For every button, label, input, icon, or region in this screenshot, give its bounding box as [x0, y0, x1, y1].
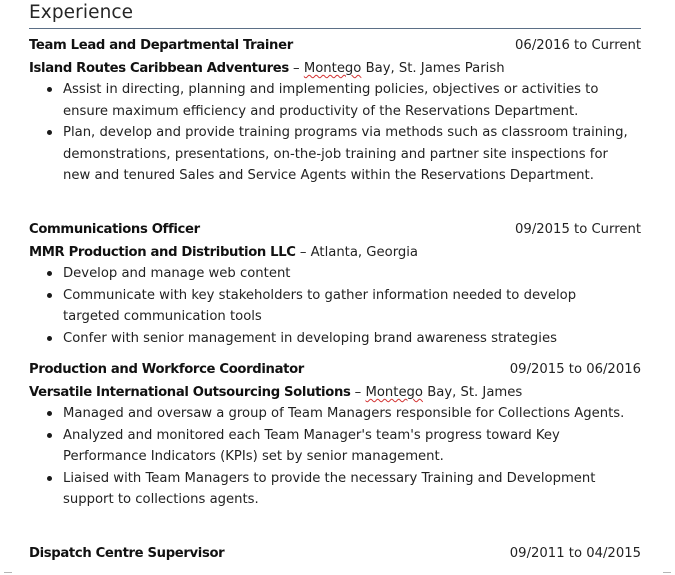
job-organization-line — [29, 58, 641, 79]
job-entry — [29, 546, 641, 567]
org-separator: – — [350, 385, 366, 400]
job-dates: 09/2011 to 04/2015 — [509, 546, 641, 561]
job-header — [29, 222, 641, 243]
section-divider — [29, 28, 641, 29]
page-margin-marker — [4, 572, 12, 573]
organization-location: Bay, St. James Parish — [361, 61, 505, 76]
organization-location: Bay, St. James — [423, 385, 523, 400]
duty-item: Liaised with Team Managers to provide the necessary Training and Development support to collections agents. — [29, 468, 641, 511]
job-title: Team Lead and Departmental Trainer — [29, 38, 293, 53]
job-organization-line — [29, 242, 641, 263]
job-title: Communications Officer — [29, 222, 200, 237]
job-header — [29, 38, 641, 59]
section-title: Experience — [29, 2, 134, 23]
duty-item: Assist in directing, planning and implementing policies, objectives or activities to ensure maximum efficiency and productivity of the Reservations Department. — [29, 79, 641, 122]
org-separator: – — [288, 61, 304, 76]
duty-item: Develop and manage web content — [29, 263, 641, 285]
job-title: Production and Workforce Coordinator — [29, 362, 304, 377]
job-dates: 06/2016 to Current — [515, 38, 641, 53]
job-organization-line — [29, 382, 641, 403]
organization-location: Atlanta, Georgia — [310, 245, 419, 260]
duty-item: Plan, develop and provide training programs via methods such as classroom training, demonstrations, presentations, on-the-job training and partner site inspections for new and tenured Sales and Service Agents within the Reservations Department. — [29, 122, 641, 187]
duty-item: Communicate with key stakeholders to gather information needed to develop targeted communication tools — [29, 285, 641, 328]
job-header — [29, 546, 641, 567]
job-entry — [29, 38, 641, 187]
job-header — [29, 362, 641, 383]
job-entry — [29, 222, 641, 349]
organization-name: MMR Production and Distribution LLC — [29, 245, 296, 260]
duty-item: Managed and oversaw a group of Team Managers responsible for Collections Agents. — [29, 403, 641, 425]
duty-item: Analyzed and monitored each Team Manager's team's progress toward Key Performance Indicators (KPIs) set by senior management. — [29, 425, 641, 468]
job-title: Dispatch Centre Supervisor — [29, 546, 225, 561]
duty-item: Confer with senior management in developing brand awareness strategies — [29, 328, 641, 350]
job-dates: 09/2015 to Current — [515, 222, 641, 237]
page-margin-marker — [663, 572, 671, 573]
organization-name: Versatile International Outsourcing Solutions — [29, 385, 351, 400]
duty-list — [29, 403, 641, 511]
organization-name: Island Routes Caribbean Adventures — [29, 61, 289, 76]
job-entry — [29, 362, 641, 511]
location-misspelled-word[interactable]: Montego — [365, 385, 423, 400]
job-dates: 09/2015 to 06/2016 — [509, 362, 641, 377]
location-misspelled-word[interactable]: Montego — [303, 61, 362, 76]
duty-list — [29, 79, 641, 187]
duty-list — [29, 263, 641, 349]
org-separator: – — [295, 245, 311, 260]
